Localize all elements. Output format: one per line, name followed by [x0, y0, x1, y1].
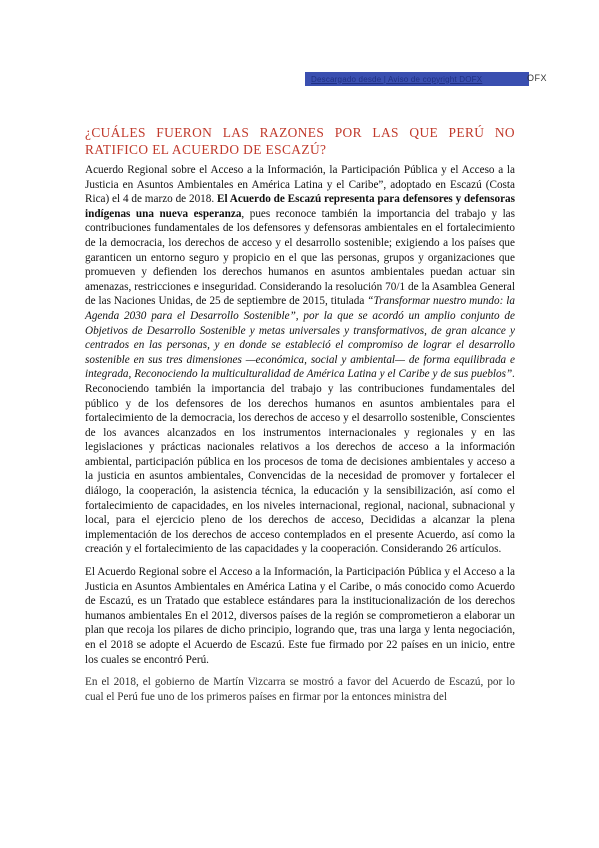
- paragraph-1-text-a: Acuerdo Regional sobre el Acceso a la Información, la Participación Pública y el Acceso a la Justicia en Asuntos Ambientales en América Latina y el Caribe”, adoptado en Escazú (Costa Rica) el 4 de marzo de 2018.: [85, 164, 515, 206]
- document-body: [85, 163, 515, 712]
- document-title: ¿CUÁLES FUERON LAS RAZONES POR LAS QUE PERÚ NO RATIFICO EL ACUERDO DE ESCAZÚ?: [85, 125, 515, 157]
- header-link-text[interactable]: Descargado desde | Aviso de copyright DOFX: [311, 74, 483, 84]
- paragraph-1: [85, 163, 515, 557]
- paragraph-1-text-c: Reconociendo también la importancia del trabajo y las contribuciones fundamentales del público y de los defensores de los derechos humanos en asuntos ambientales para el fortalecimiento de la democracia, los derechos de acceso y el desarrollo sostenible, Conscientes de los avances alcanzados en los instrumentos internacionales y regionales y en las legislaciones y prácticas nacionales relativos a los derechos de acceso a la información ambiental, participación pública en los procesos de toma de decisiones ambientales y acceso a la justicia en asuntos ambientales, Convencidas de la necesidad de promover y fortalecer el diálogo, la cooperación, la asistencia técnica, la educación y la sensibilización, así como el fortalecimiento de capacidades, en los niveles internacional, regional, nacional, subnacional y local, para el ejercicio pleno de los derechos de acceso, Decididas a alcanzar la plena implementación de los derechos de acceso contemplados en el presente Acuerdo, así como la creación y el fortalecimiento de las capacidades y la cooperación. Considerando 26 artículos.: [85, 382, 515, 556]
- header-link-band[interactable]: [305, 72, 529, 86]
- paragraph-2: El Acuerdo Regional sobre el Acceso a la Información, la Participación Pública y el Acceso a la Justicia en Asuntos Ambientales en América Latina y el Caribe, o más conocido como Acuerdo de Escazú, es un Tratado que establece estándares para la institucionalización de los derechos humanos ambientales En el 2012, diversos países de la región se comprometieron a elaborar un plan que recoja los pilares de dicho principio, logrando que, tras una larga y lenta negociación, en el 2018 se adopte el Acuerdo de Escazú. Este fue firmado por 22 países en un inicio, entre los cuales se encontró Perú.: [85, 566, 515, 666]
- paragraph-1-bold: El Acuerdo de Escazú representa para defensores y defensoras indígenas una nueva esperanza: [85, 193, 515, 220]
- paragraph-1-italic-quote: “Transformar nuestro mundo: la Agenda 2030 para el Desarrollo Sostenible”, por la que se acordó un amplio conjunto de Objetivos de Desarrollo Sostenible y metas universales y transformativos, de gran alcance y centrados en las personas, y en donde se estableció el compromiso de lograr el desarrollo sostenible en sus tres dimensiones —económica, social y ambiental— de forma equilibrada e integrada, Reconociendo la multiculturalidad de América Latina y el Caribe y de sus pueblos”.: [85, 295, 515, 381]
- paragraph-3: En el 2018, el gobierno de Martín Vizcarra se mostró a favor del Acuerdo de Escazú, por lo cual el Perú fue uno de los primeros países en firmar por la entonces ministra del: [85, 676, 515, 703]
- header-tag: OFX: [527, 73, 548, 83]
- paragraph-1-text-b: , pues reconoce también la importancia del trabajo y las contribuciones fundamentales de los defensores y defensoras ambientales en el fortalecimiento de la democracia, los derechos de acceso y el desarrollo sostenible; exigiendo a los países que garanticen un entorno seguro y propicio en el que las personas, grupos y organizaciones que promueven y defienden los derechos humanos en asuntos ambientales puedan actuar sin amenazas, restricciones e inseguridad. Considerando la resolución 70/1 de la Asamblea General de las Naciones Unidas, de 25 de septiembre de 2015, titulada: [85, 207, 516, 308]
